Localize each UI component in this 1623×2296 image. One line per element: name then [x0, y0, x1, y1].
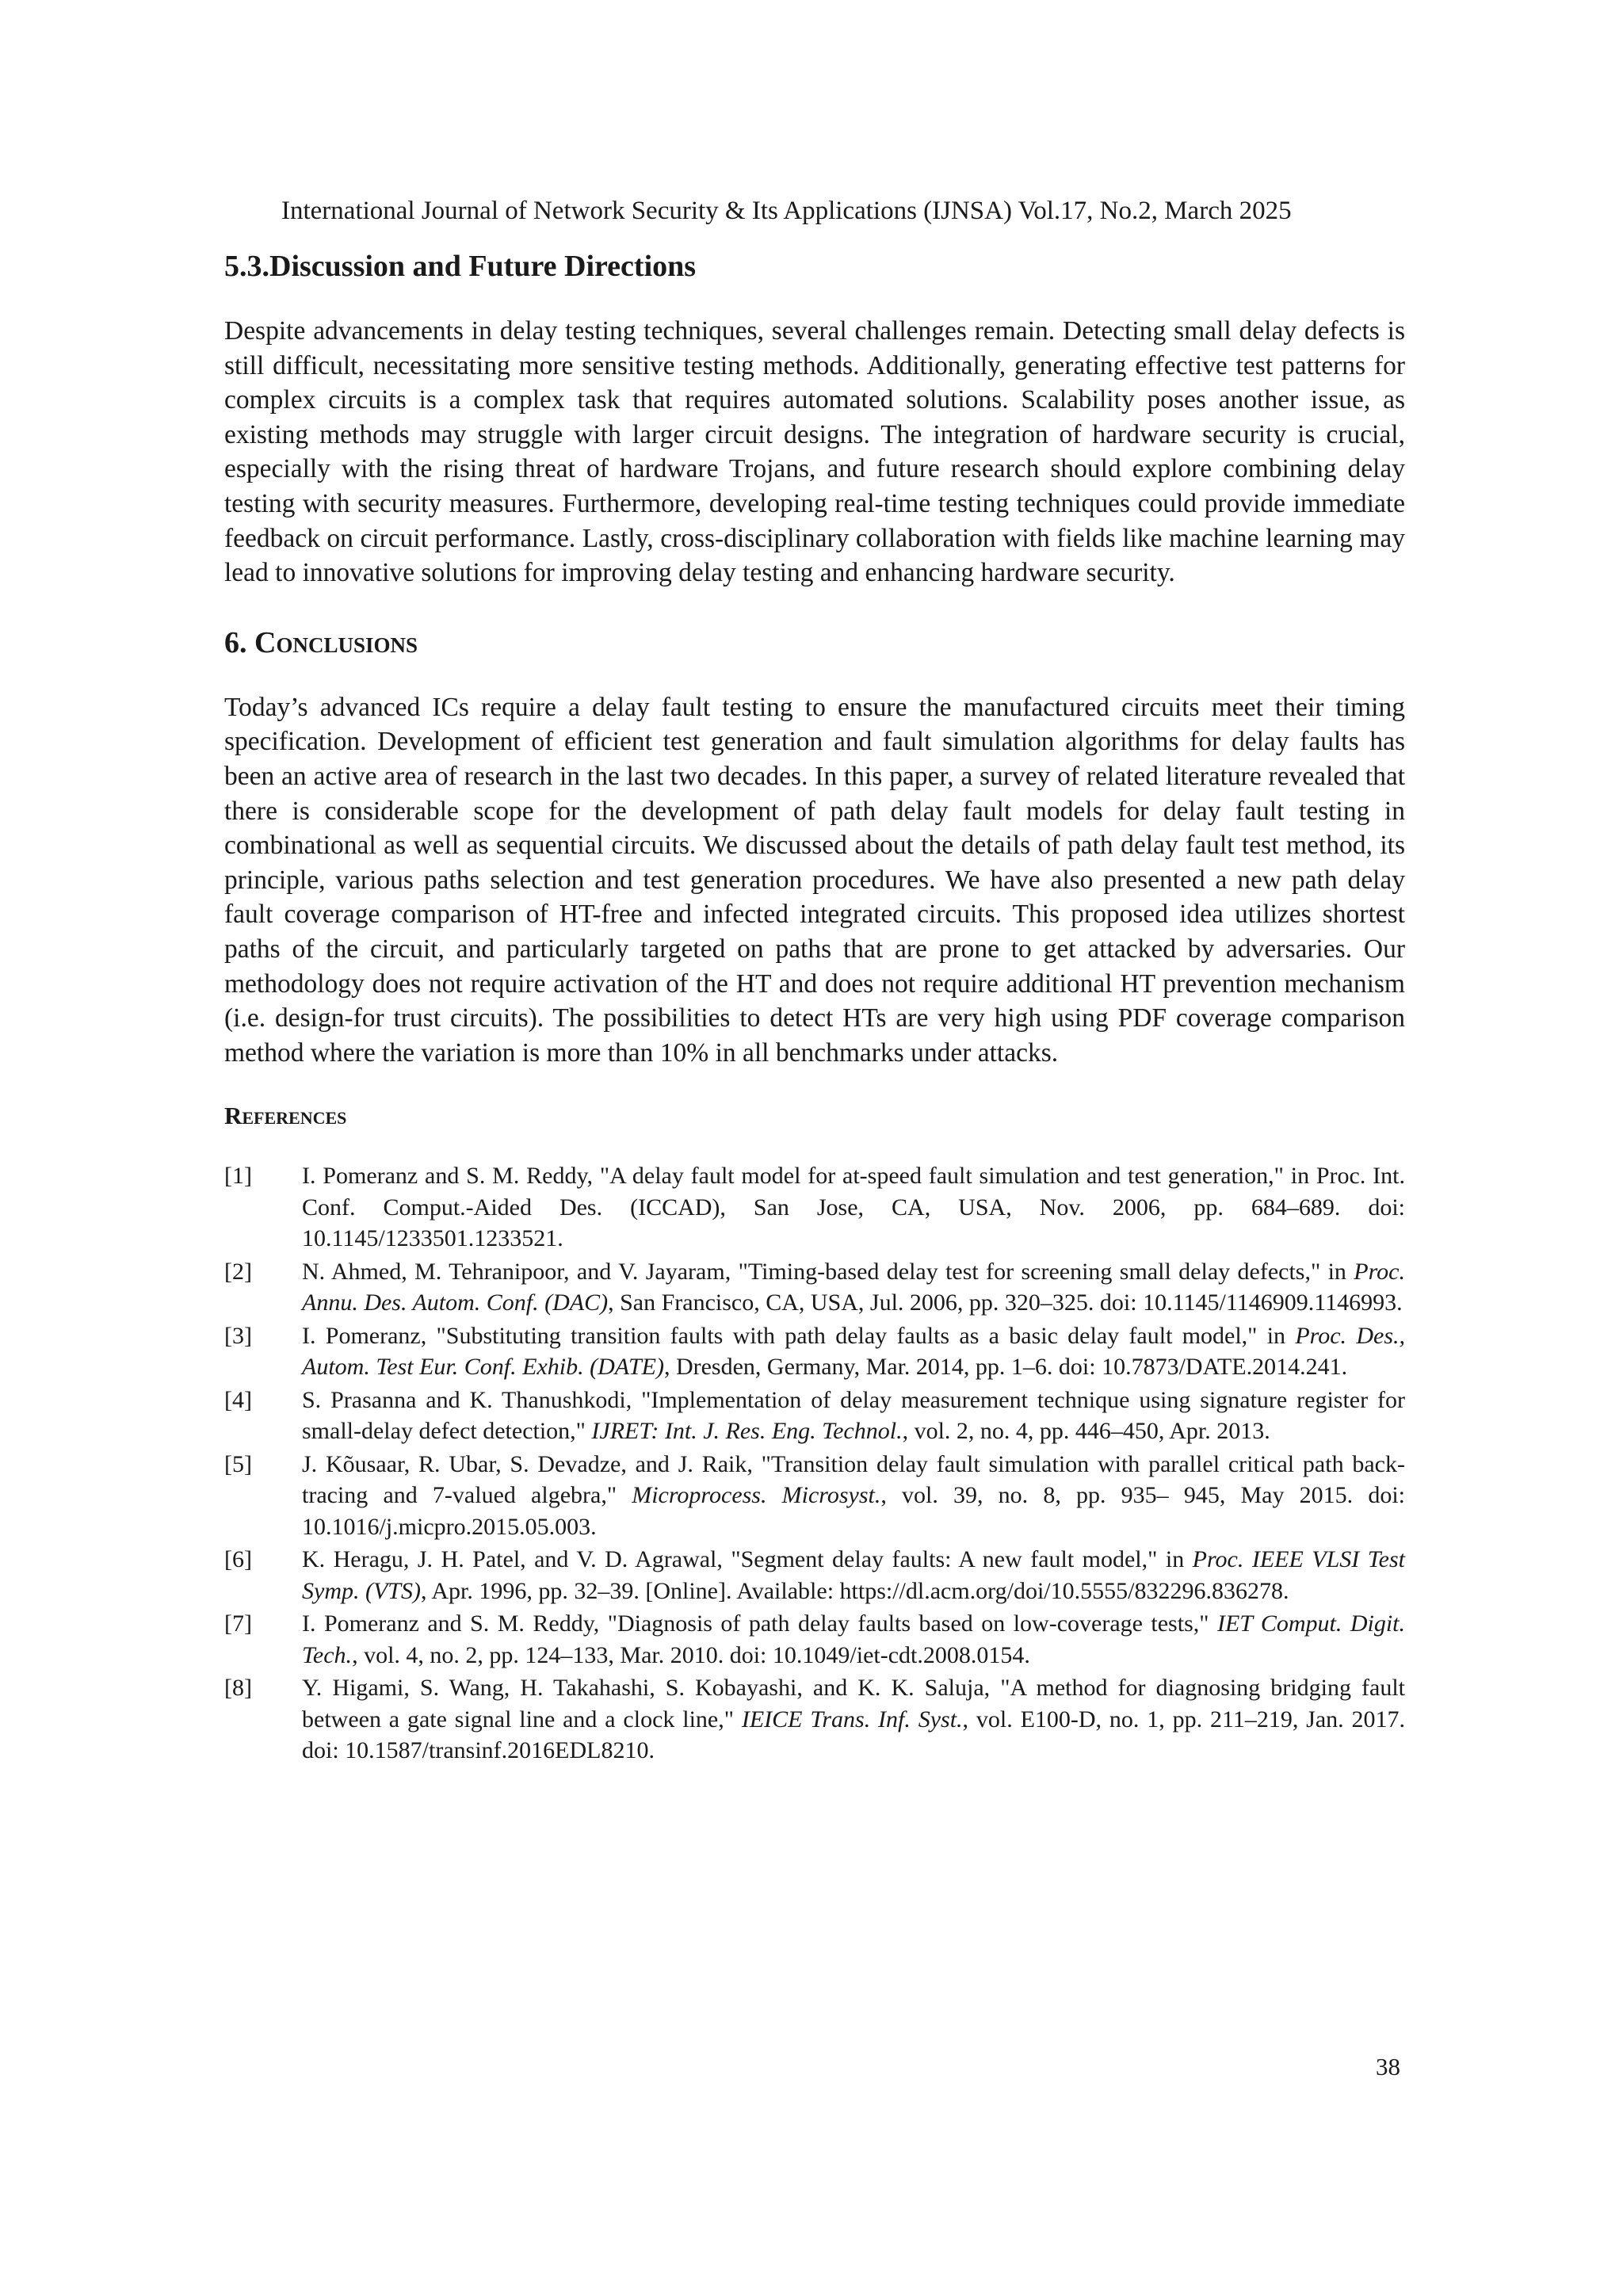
reference-number: [1]	[224, 1163, 252, 1190]
reference-details: , Apr. 1996, pp. 32–39. [Online]. Available: https://dl.acm.org/doi/10.5555/832296.836278.	[420, 1577, 1289, 1604]
subsection-heading: 5.3.Discussion and Future Directions	[224, 250, 697, 283]
reference-text	[302, 1608, 1405, 1671]
reference-list	[224, 1160, 1405, 1767]
section-title: Conclusions	[254, 625, 418, 659]
reference-body: I. Pomeranz and S. M. Reddy, "Diagnosis of path delay faults based on low-coverage tests,"	[302, 1610, 1217, 1637]
reference-number: [2]	[224, 1258, 252, 1285]
reference-details: , vol. 4, no. 2, pp. 124–133, Mar. 2010. doi: 10.1049/iet-cdt.2008.0154.	[352, 1641, 1030, 1668]
reference-item	[224, 1672, 1405, 1767]
reference-number: [5]	[224, 1450, 252, 1477]
running-header: International Journal of Network Security & Its Applications (IJNSA) Vol.17, No.2, March 2025	[281, 197, 1292, 225]
reference-venue: Proc. Annu. Des. Autom. Conf. (DAC)	[302, 1258, 1405, 1316]
reference-text	[302, 1385, 1405, 1447]
reference-body: N. Ahmed, M. Tehranipoor, and V. Jayaram, "Timing-based delay test for screening small delay defects," in	[302, 1258, 1354, 1285]
reference-venue: Proc. IEEE VLSI Test Symp. (VTS)	[302, 1546, 1405, 1604]
reference-text	[302, 1320, 1405, 1383]
page-number: 38	[1376, 2053, 1400, 2080]
reference-details: , vol. 2, no. 4, pp. 446–450, Apr. 2013.	[902, 1418, 1270, 1445]
reference-number: [8]	[224, 1675, 252, 1702]
reference-item	[224, 1256, 1405, 1319]
reference-item	[224, 1608, 1405, 1671]
reference-body: I. Pomeranz, "Substituting transition faults with path delay faults as a basic delay fault model," in	[302, 1322, 1296, 1349]
reference-text	[302, 1544, 1405, 1606]
section-number: 6.	[224, 625, 254, 659]
reference-details: , vol. 39, no. 8, pp. 935– 945, May 2015. doi: 10.1016/j.micpro.2015.05.003.	[302, 1482, 1405, 1540]
reference-number: [7]	[224, 1610, 252, 1637]
reference-venue: Microprocess. Microsyst.	[632, 1482, 881, 1509]
references-heading: References	[224, 1102, 347, 1130]
reference-item	[224, 1449, 1405, 1543]
reference-body: I. Pomeranz and S. M. Reddy, "A delay fault model for at-speed fault simulation and test generation," in Proc. Int. Conf. Comput.-Aided Des. (ICCAD), San Jose, CA, USA, Nov. 2006, pp. 684–689. doi: 10.1145/1233501.1233521.	[302, 1163, 1405, 1252]
discussion-paragraph: Despite advancements in delay testing techniques, several challenges remain. Detecting small delay defects is still difficult, necessitating more sensitive testing methods. Additionally, generating effective test patterns for complex circuits is a complex task that requires automated solutions. Scalability poses another issue, as existing methods may struggle with larger circuit designs. The integration of hardware security is crucial, especially with the rising threat of hardware Trojans, and future research should explore combining delay testing with security measures. Furthermore, developing real-time testing techniques could provide immediate feedback on circuit performance. Lastly, cross-disciplinary collaboration with fields like machine learning may lead to innovative solutions for improving delay testing and enhancing hardware security.	[224, 316, 1405, 588]
section-heading-conclusions	[224, 624, 1405, 662]
reference-text	[302, 1160, 1405, 1255]
reference-number: [6]	[224, 1546, 252, 1573]
reference-number: [3]	[224, 1322, 252, 1349]
reference-details: , Dresden, Germany, Mar. 2014, pp. 1–6. doi: 10.7873/DATE.2014.241.	[663, 1354, 1348, 1381]
reference-body: S. Prasanna and K. Thanushkodi, "Implementation of delay measurement technique using signature register for small-delay defect detection,"	[302, 1386, 1405, 1445]
reference-body: K. Heragu, J. H. Patel, and V. D. Agrawal, "Segment delay faults: A new fault model," in	[302, 1546, 1193, 1573]
reference-body: Y. Higami, S. Wang, H. Takahashi, S. Kobayashi, and K. K. Saluja, "A method for diagnosing bridging fault between a gate signal line and a clock line,"	[302, 1675, 1405, 1733]
reference-number: [4]	[224, 1386, 252, 1413]
reference-details: , San Francisco, CA, USA, Jul. 2006, pp. 320–325. doi: 10.1145/1146909.1146993.	[608, 1289, 1403, 1316]
reference-body: J. Kõusaar, R. Ubar, S. Devadze, and J. Raik, "Transition delay fault simulation with parallel critical path back-tracing and 7-valued algebra,"	[302, 1450, 1405, 1509]
reference-venue: IEICE Trans. Inf. Syst.	[741, 1706, 963, 1733]
reference-venue: IET Comput. Digit. Tech.	[302, 1610, 1405, 1668]
reference-text	[302, 1449, 1405, 1543]
reference-item	[224, 1385, 1405, 1447]
reference-item	[224, 1320, 1405, 1383]
reference-item	[224, 1160, 1405, 1255]
reference-text	[302, 1672, 1405, 1767]
reference-details: , vol. E100-D, no. 1, pp. 211–219, Jan. 2017. doi: 10.1587/transinf.2016EDL8210.	[302, 1706, 1406, 1764]
conclusions-paragraph: Today’s advanced ICs require a delay fault testing to ensure the manufactured circuits meet their timing specification. Development of efficient test generation and fault simulation algorithms for delay faults has been an active area of research in the last two decades. In this paper, a survey of related literature revealed that there is considerable scope for the development of path delay fault models for delay fault testing in combinational as well as sequential circuits. We discussed about the details of path delay fault test method, its principle, various paths selection and test generation procedures. We have also presented a new path delay fault coverage comparison of HT-free and infected integrated circuits. This proposed idea utilizes shortest paths of the circuit, and particularly targeted on paths that are prone to get attacked by adversaries. Our methodology does not require activation of the HT and does not require additional HT prevention mechanism (i.e. design-for trust circuits). The possibilities to detect HTs are very high using PDF coverage comparison method where the variation is more than 10% in all benchmarks under attacks.	[224, 692, 1405, 1068]
reference-item	[224, 1544, 1405, 1606]
reference-venue: IJRET: Int. J. Res. Eng. Technol.	[591, 1418, 903, 1445]
reference-text	[302, 1256, 1405, 1319]
reference-venue: Proc. Des., Autom. Test Eur. Conf. Exhib. (DATE)	[302, 1322, 1405, 1381]
page-content	[224, 247, 1405, 1768]
